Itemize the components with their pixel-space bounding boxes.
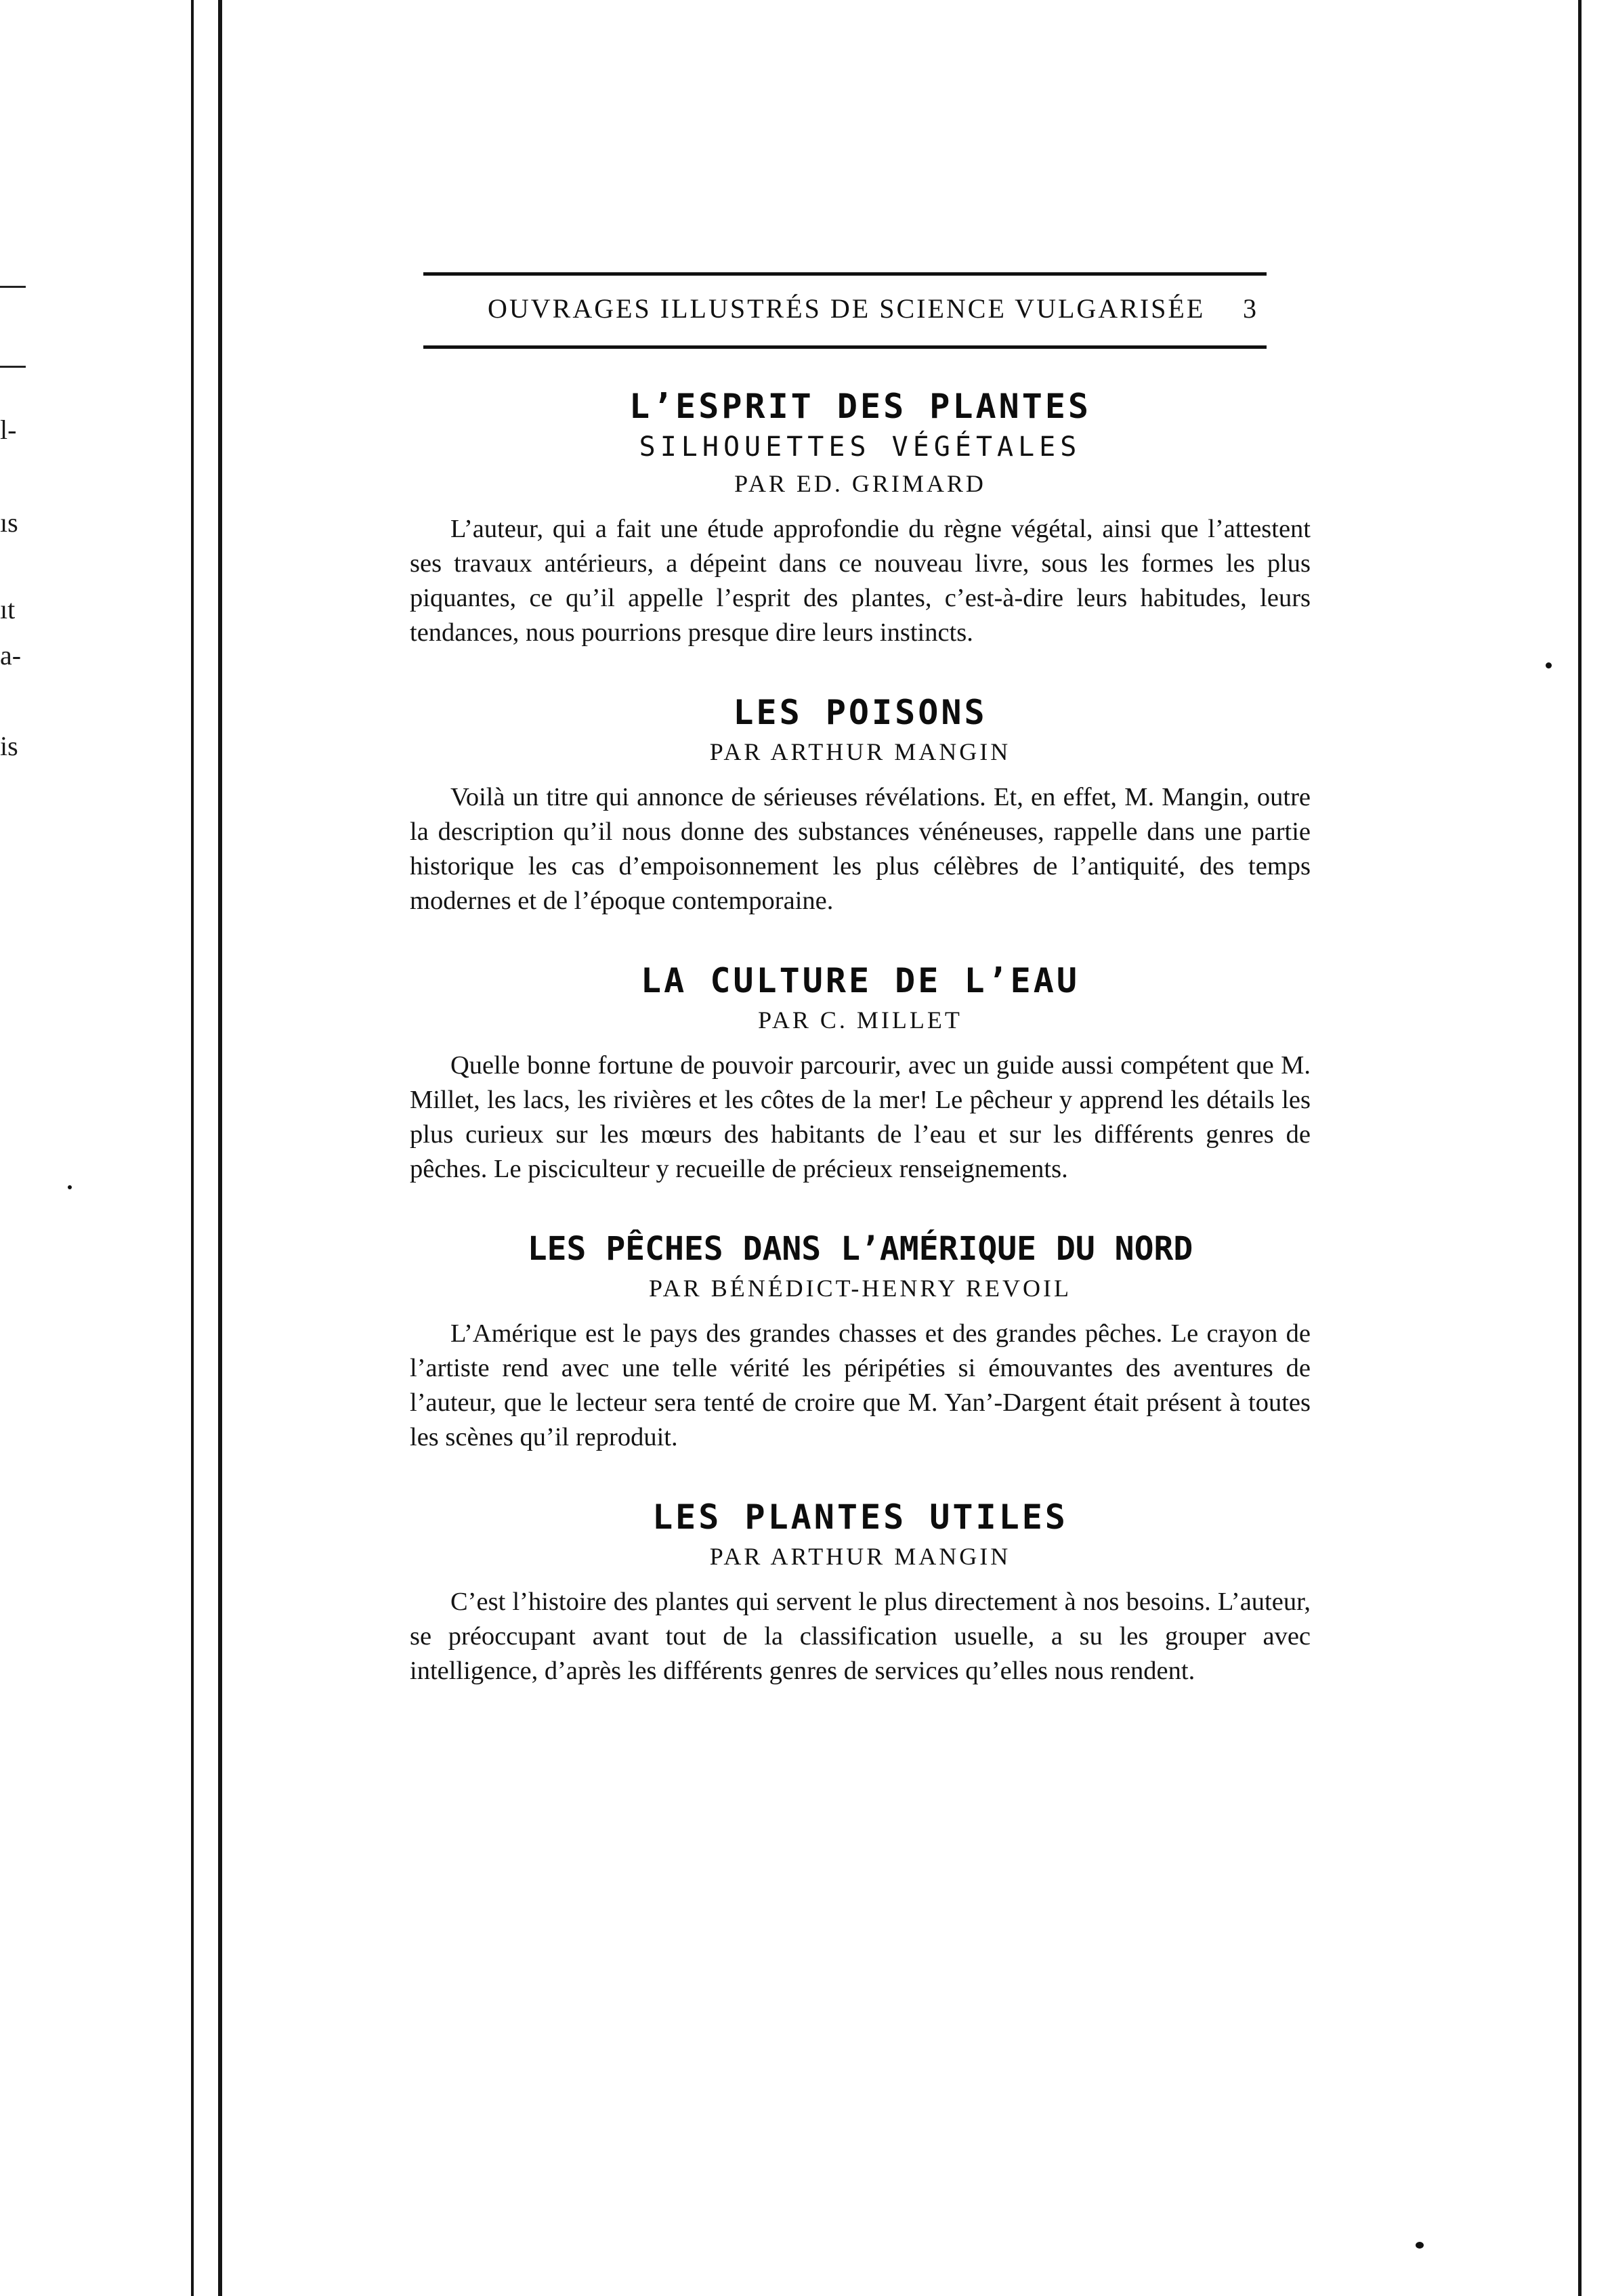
right-page-edge <box>1578 0 1582 2296</box>
catalogue-entry <box>410 1227 1311 1455</box>
entry-author: PAR C. MILLET <box>758 1006 962 1034</box>
catalogue-entries <box>410 385 1311 1729</box>
entry-author: PAR ED. GRIMARD <box>734 470 986 497</box>
entry-body: C’est l’histoire des plantes qui servent le plus directement à nos besoins. L’auteur, se préoccupant avant tout de la classification usuelle, a su les grouper avec intelligence, d’après les différents genres de services qu’elles nous rendent. <box>410 1588 1311 1685</box>
entry-title: LES POISONS <box>733 693 988 732</box>
left-page-fragment: ıt <box>0 594 16 624</box>
left-page-fragment: is <box>0 731 18 761</box>
scan-speck <box>1546 662 1552 668</box>
entry-author: PAR BÉNÉDICT-HENRY REVOIL <box>648 1275 1072 1302</box>
catalogue-entry <box>410 959 1311 1187</box>
entry-body: L’Amérique est le pays des grandes chasses et des grandes pêches. Le crayon de l’artiste rend avec une telle vérité les péripéties si émouvantes des aventures de l’auteur, que le lecteur sera tenté de croire que M. Yan’-Dargent était présent à toutes les scènes qu’il reproduit. <box>410 1319 1311 1451</box>
catalogue-entry <box>410 385 1311 650</box>
header-top-rule <box>423 272 1267 276</box>
scan-speck <box>1416 2242 1424 2249</box>
entry-author: PAR ARTHUR MANGIN <box>709 1543 1011 1570</box>
left-page-fragment: a- <box>0 640 22 671</box>
entry-title: LES PÊCHES DANS L’AMÉRIQUE DU NORD <box>527 1230 1193 1268</box>
catalogue-entry <box>410 691 1311 918</box>
left-page-dash <box>0 366 26 368</box>
left-page-edge <box>191 0 194 2296</box>
header-bottom-rule <box>423 345 1267 349</box>
scan-speck <box>68 1185 72 1189</box>
entry-title: L’ESPRIT DES PLANTES <box>629 387 1092 426</box>
left-page-fragment: ıs <box>0 507 18 538</box>
entry-author: PAR ARTHUR MANGIN <box>709 738 1011 765</box>
running-head-title: OUVRAGES ILLUSTRÉS DE SCIENCE VULGARISÉE <box>488 293 1206 324</box>
gutter-line <box>218 0 222 2296</box>
entry-subtitle: SILHOUETTES VÉGÉTALES <box>639 431 1082 463</box>
entry-body: L’auteur, qui a fait une étude approfondie du règne végétal, ainsi que l’attestent ses travaux antérieurs, a dépeint dans ce nouveau livre, sous les formes les plus piquantes, ce qu’il appelle l’esprit des plantes, c’est-à-dire leurs habitudes, leurs tendances, nous pourrions presque dire leurs instincts. <box>410 515 1311 647</box>
catalogue-entry <box>410 1495 1311 1688</box>
left-page-fragment: l- <box>0 414 17 445</box>
page-number: 3 <box>1243 293 1258 324</box>
entry-body: Voilà un titre qui annonce de sérieuses révélations. Et, en effet, M. Mangin, outre la description qu’il nous donne des substances vénéneuses, rappelle dans une partie historique les cas d’empoisonnement les plus célèbres de l’antiquité, des temps modernes et de l’époque contemporaine. <box>410 783 1311 915</box>
entry-body: Quelle bonne fortune de pouvoir parcourir, avec un guide aussi compétent que M. Millet, les lacs, les rivières et les côtes de la mer! Le pêcheur y apprend les détails les plus curieux sur les mœurs des habitants de l’eau et sur les différents genres de pêches. Le pisciculteur y recueille de précieux renseignements. <box>410 1051 1311 1183</box>
entry-title: LA CULTURE DE L’EAU <box>641 961 1080 1000</box>
left-page-dash <box>0 286 26 288</box>
entry-title: LES PLANTES UTILES <box>652 1497 1068 1537</box>
